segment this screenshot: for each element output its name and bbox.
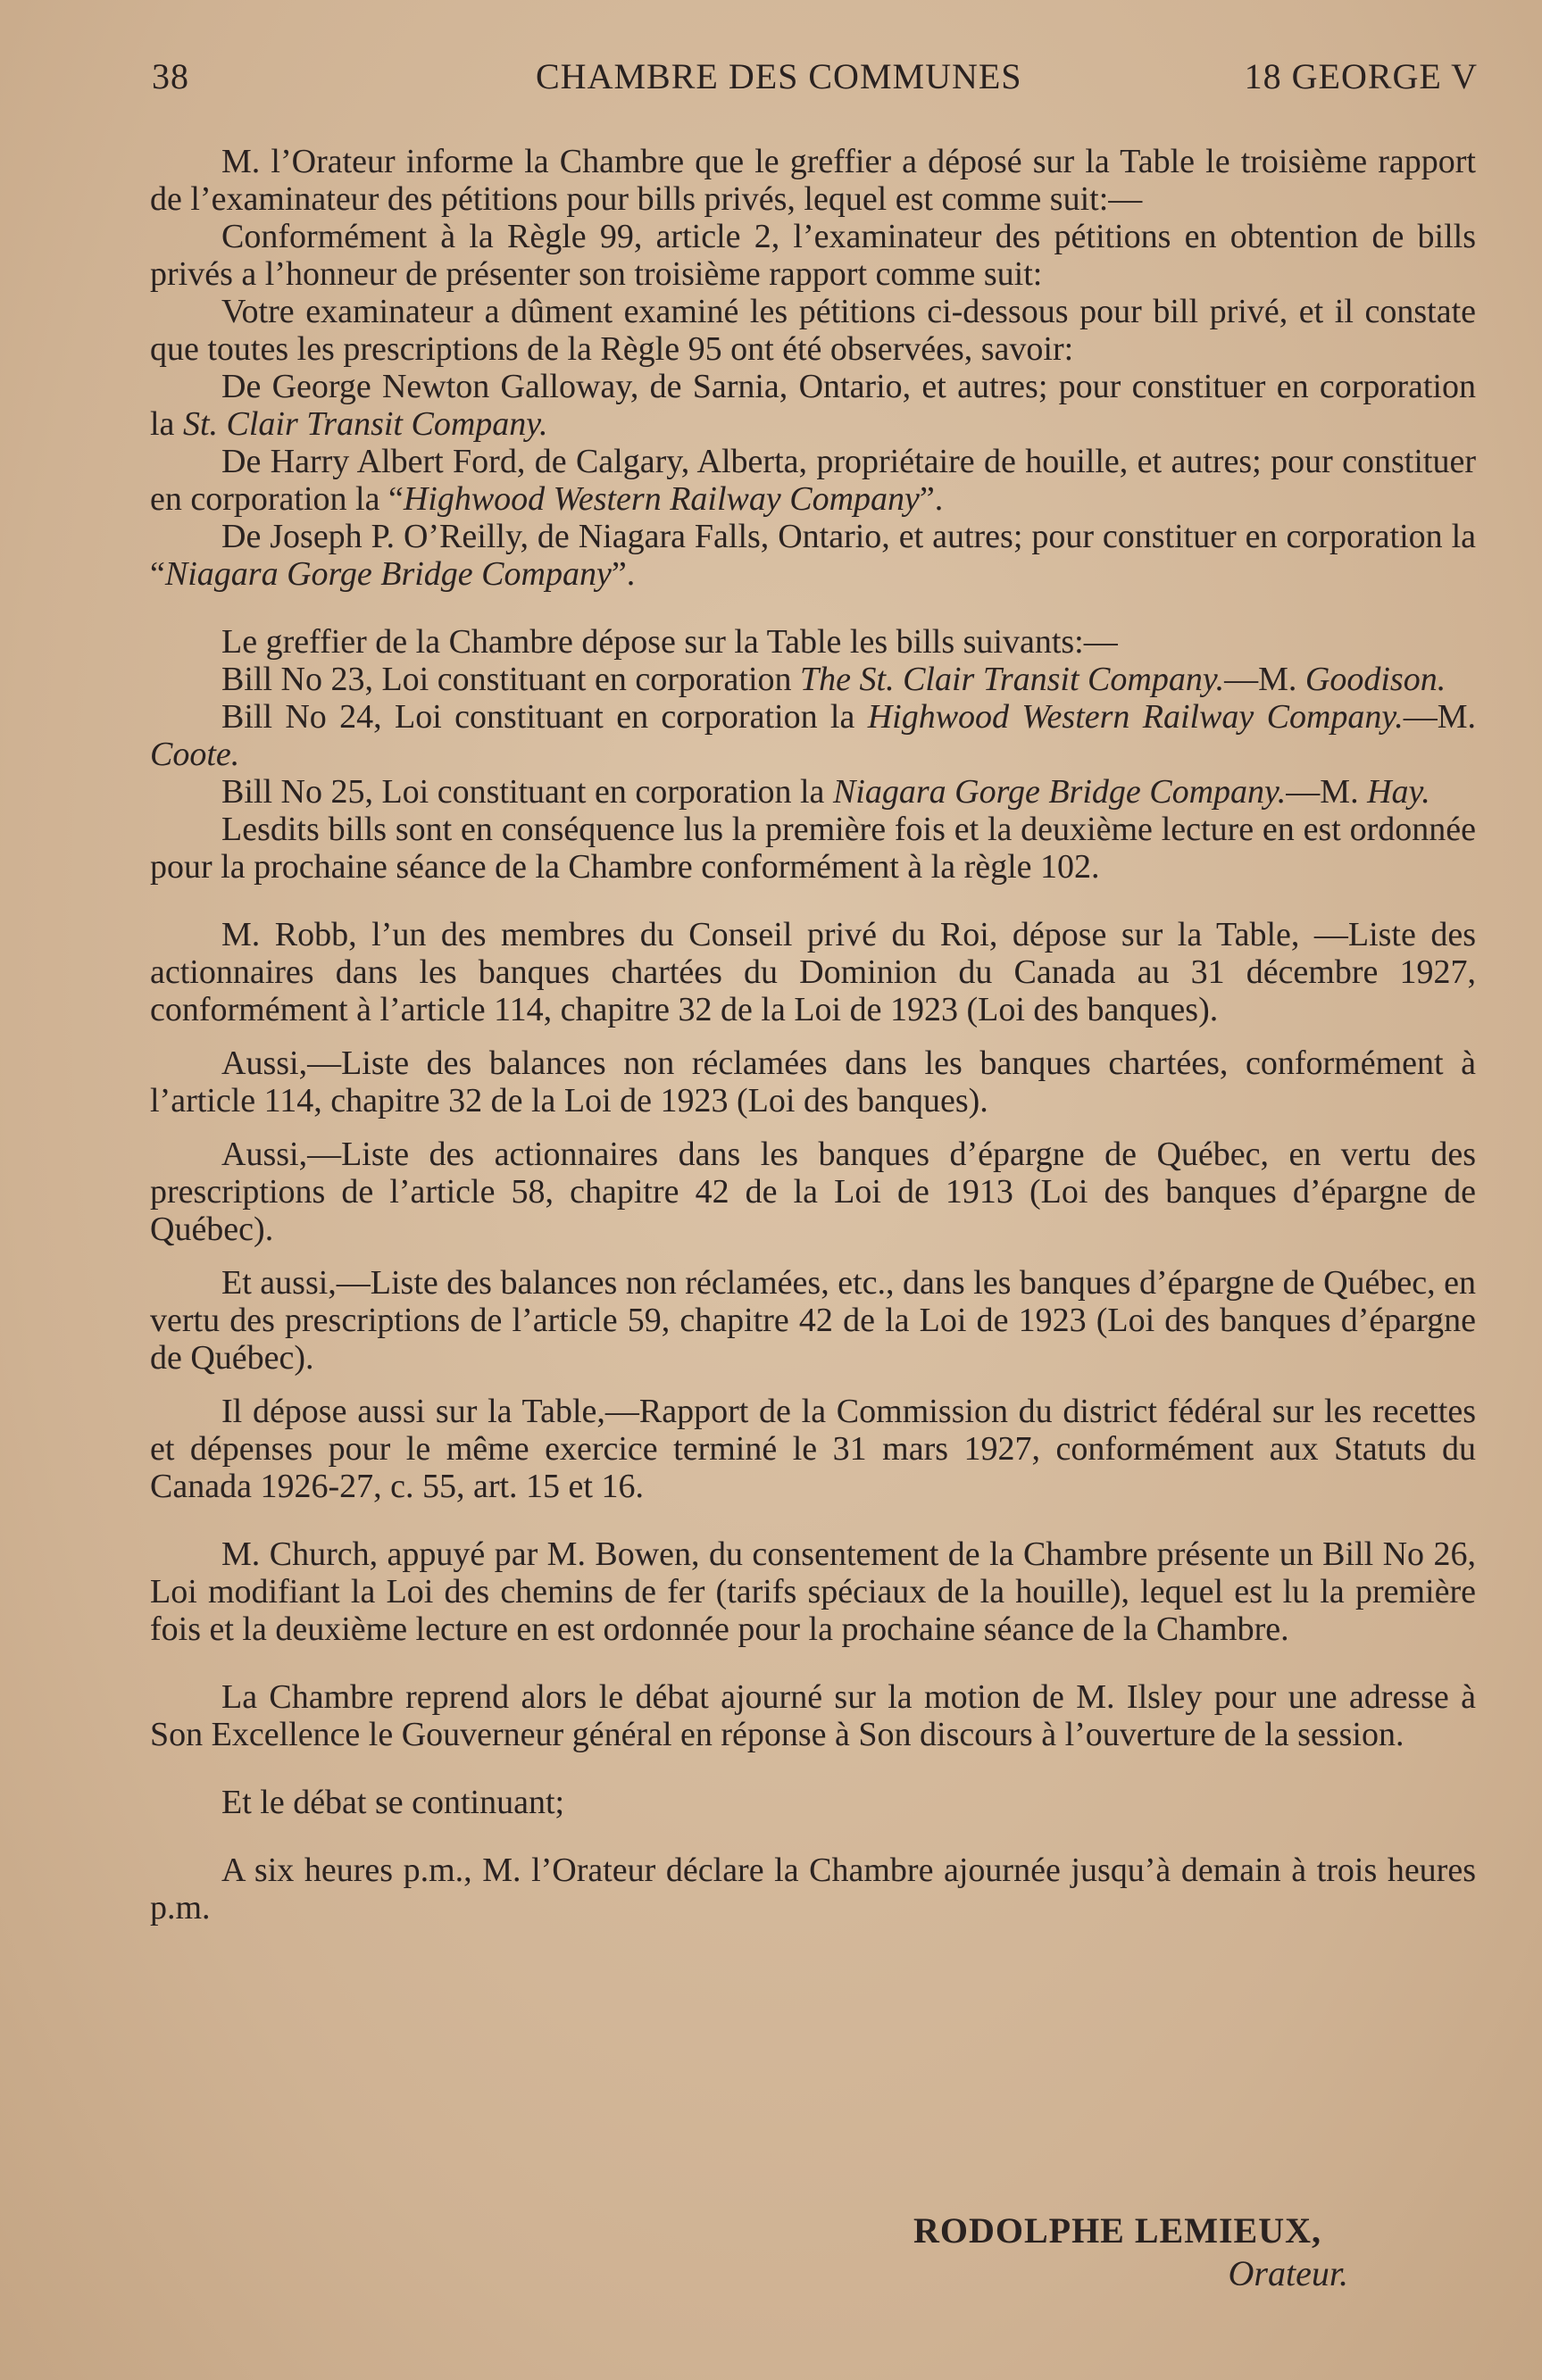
paragraph: Conformément à la Règle 99, article 2, l’examinateur des pétitions en obtention de bills privés a l’honneur de présenter son troisième rapport comme suit: — [150, 218, 1476, 293]
signatory-role: Orateur. — [1228, 2253, 1348, 2293]
reign-label: 18 GEORGE V — [1244, 56, 1478, 96]
paragraph: Et aussi,—Liste des balances non réclamées, etc., dans les banques d’épargne de Québec, en vertu des prescriptions de l’article 59, chapitre 42 de la Loi de 1923 (Loi des banques d’épargne de Québec). — [150, 1264, 1476, 1377]
signature-block — [875, 2209, 1348, 2295]
paragraph: A six heures p.m., M. l’Orateur déclare la Chambre ajournée jusqu’à demain à trois heures p.m. — [150, 1852, 1476, 1926]
paragraph: Aussi,—Liste des balances non réclamées dans les banques chartées, conformément à l’article 114, chapitre 32 de la Loi de 1923 (Loi des banques). — [150, 1044, 1476, 1119]
paragraph: Le greffier de la Chambre dépose sur la Table les bills suivants:— — [221, 623, 1118, 661]
page-number: 38 — [152, 56, 189, 96]
paragraph: De Joseph P. O’Reilly, de Niagara Falls, Ontario, et autres; pour constituer en corporation la “Niagara Gorge Bridge Company”. — [150, 518, 1476, 593]
paragraph: Votre examinateur a dûment examiné les pétitions ci-dessous pour bill privé, et il constate que toutes les prescriptions de la Règle 95 ont été observées, savoir: — [150, 293, 1476, 368]
paragraph: M. Robb, l’un des membres du Conseil privé du Roi, dépose sur la Table, —Liste des actionnaires dans les banques chartées du Dominion du Canada au 31 décembre 1927, conformément à l’article 114, chapitre 32 de la Loi de 1923 (Loi des banques). — [150, 916, 1476, 1028]
paragraph: Bill No 25, Loi constituant en corporation la Niagara Gorge Bridge Company.—M. Hay. — [221, 773, 1430, 811]
paragraph: Et le débat se continuant; — [221, 1784, 565, 1821]
paragraph: Lesdits bills sont en conséquence lus la première fois et la deuxième lecture en est ordonnée pour la prochaine séance de la Chambre conformément à la règle 102. — [150, 811, 1476, 886]
paragraph: De Harry Albert Ford, de Calgary, Alberta, propriétaire de houille, et autres; pour constituer en corporation la “Highwood Western Railway Company”. — [150, 443, 1476, 518]
page-body — [150, 143, 1476, 1926]
paragraph: La Chambre reprend alors le débat ajourné sur la motion de M. Ilsley pour une adresse à Son Excellence le Gouverneur général en réponse à Son discours à l’ouverture de la session. — [150, 1678, 1476, 1753]
paragraph: Bill No 24, Loi constituant en corporation la Highwood Western Railway Company.—M. Coote. — [150, 698, 1476, 773]
paragraph: M. l’Orateur informe la Chambre que le greffier a déposé sur la Table le troisième rapport de l’examinateur des pétitions pour bills privés, lequel est comme suit:— — [150, 143, 1476, 218]
paragraph: Bill No 23, Loi constituant en corporation The St. Clair Transit Company.—M. Goodison. — [221, 661, 1446, 698]
paragraph: Il dépose aussi sur la Table,—Rapport de la Commission du district fédéral sur les recettes et dépenses pour le même exercice terminé le 31 mars 1927, conformément aux Statuts du Canada 1926-27, c. 55, art. 15 et 16. — [150, 1393, 1476, 1505]
paragraph: Aussi,—Liste des actionnaires dans les banques d’épargne de Québec, en vertu des prescriptions de l’article 58, chapitre 42 de la Loi de 1913 (Loi des banques d’épargne de Québec). — [150, 1136, 1476, 1248]
page-title: CHAMBRE DES COMMUNES — [536, 56, 1022, 96]
signatory-name: RODOLPHE LEMIEUX, — [913, 2210, 1321, 2251]
paragraph: M. Church, appuyé par M. Bowen, du consentement de la Chambre présente un Bill No 26, Loi modifiant la Loi des chemins de fer (tarifs spéciaux de la houille), lequel est lu la première fois et la deuxième lecture en est ordonnée pour la prochaine séance de la Chambre. — [150, 1535, 1476, 1648]
page-header — [152, 55, 1478, 109]
paragraph: De George Newton Galloway, de Sarnia, Ontario, et autres; pour constituer en corporation la St. Clair Transit Company. — [150, 368, 1476, 443]
